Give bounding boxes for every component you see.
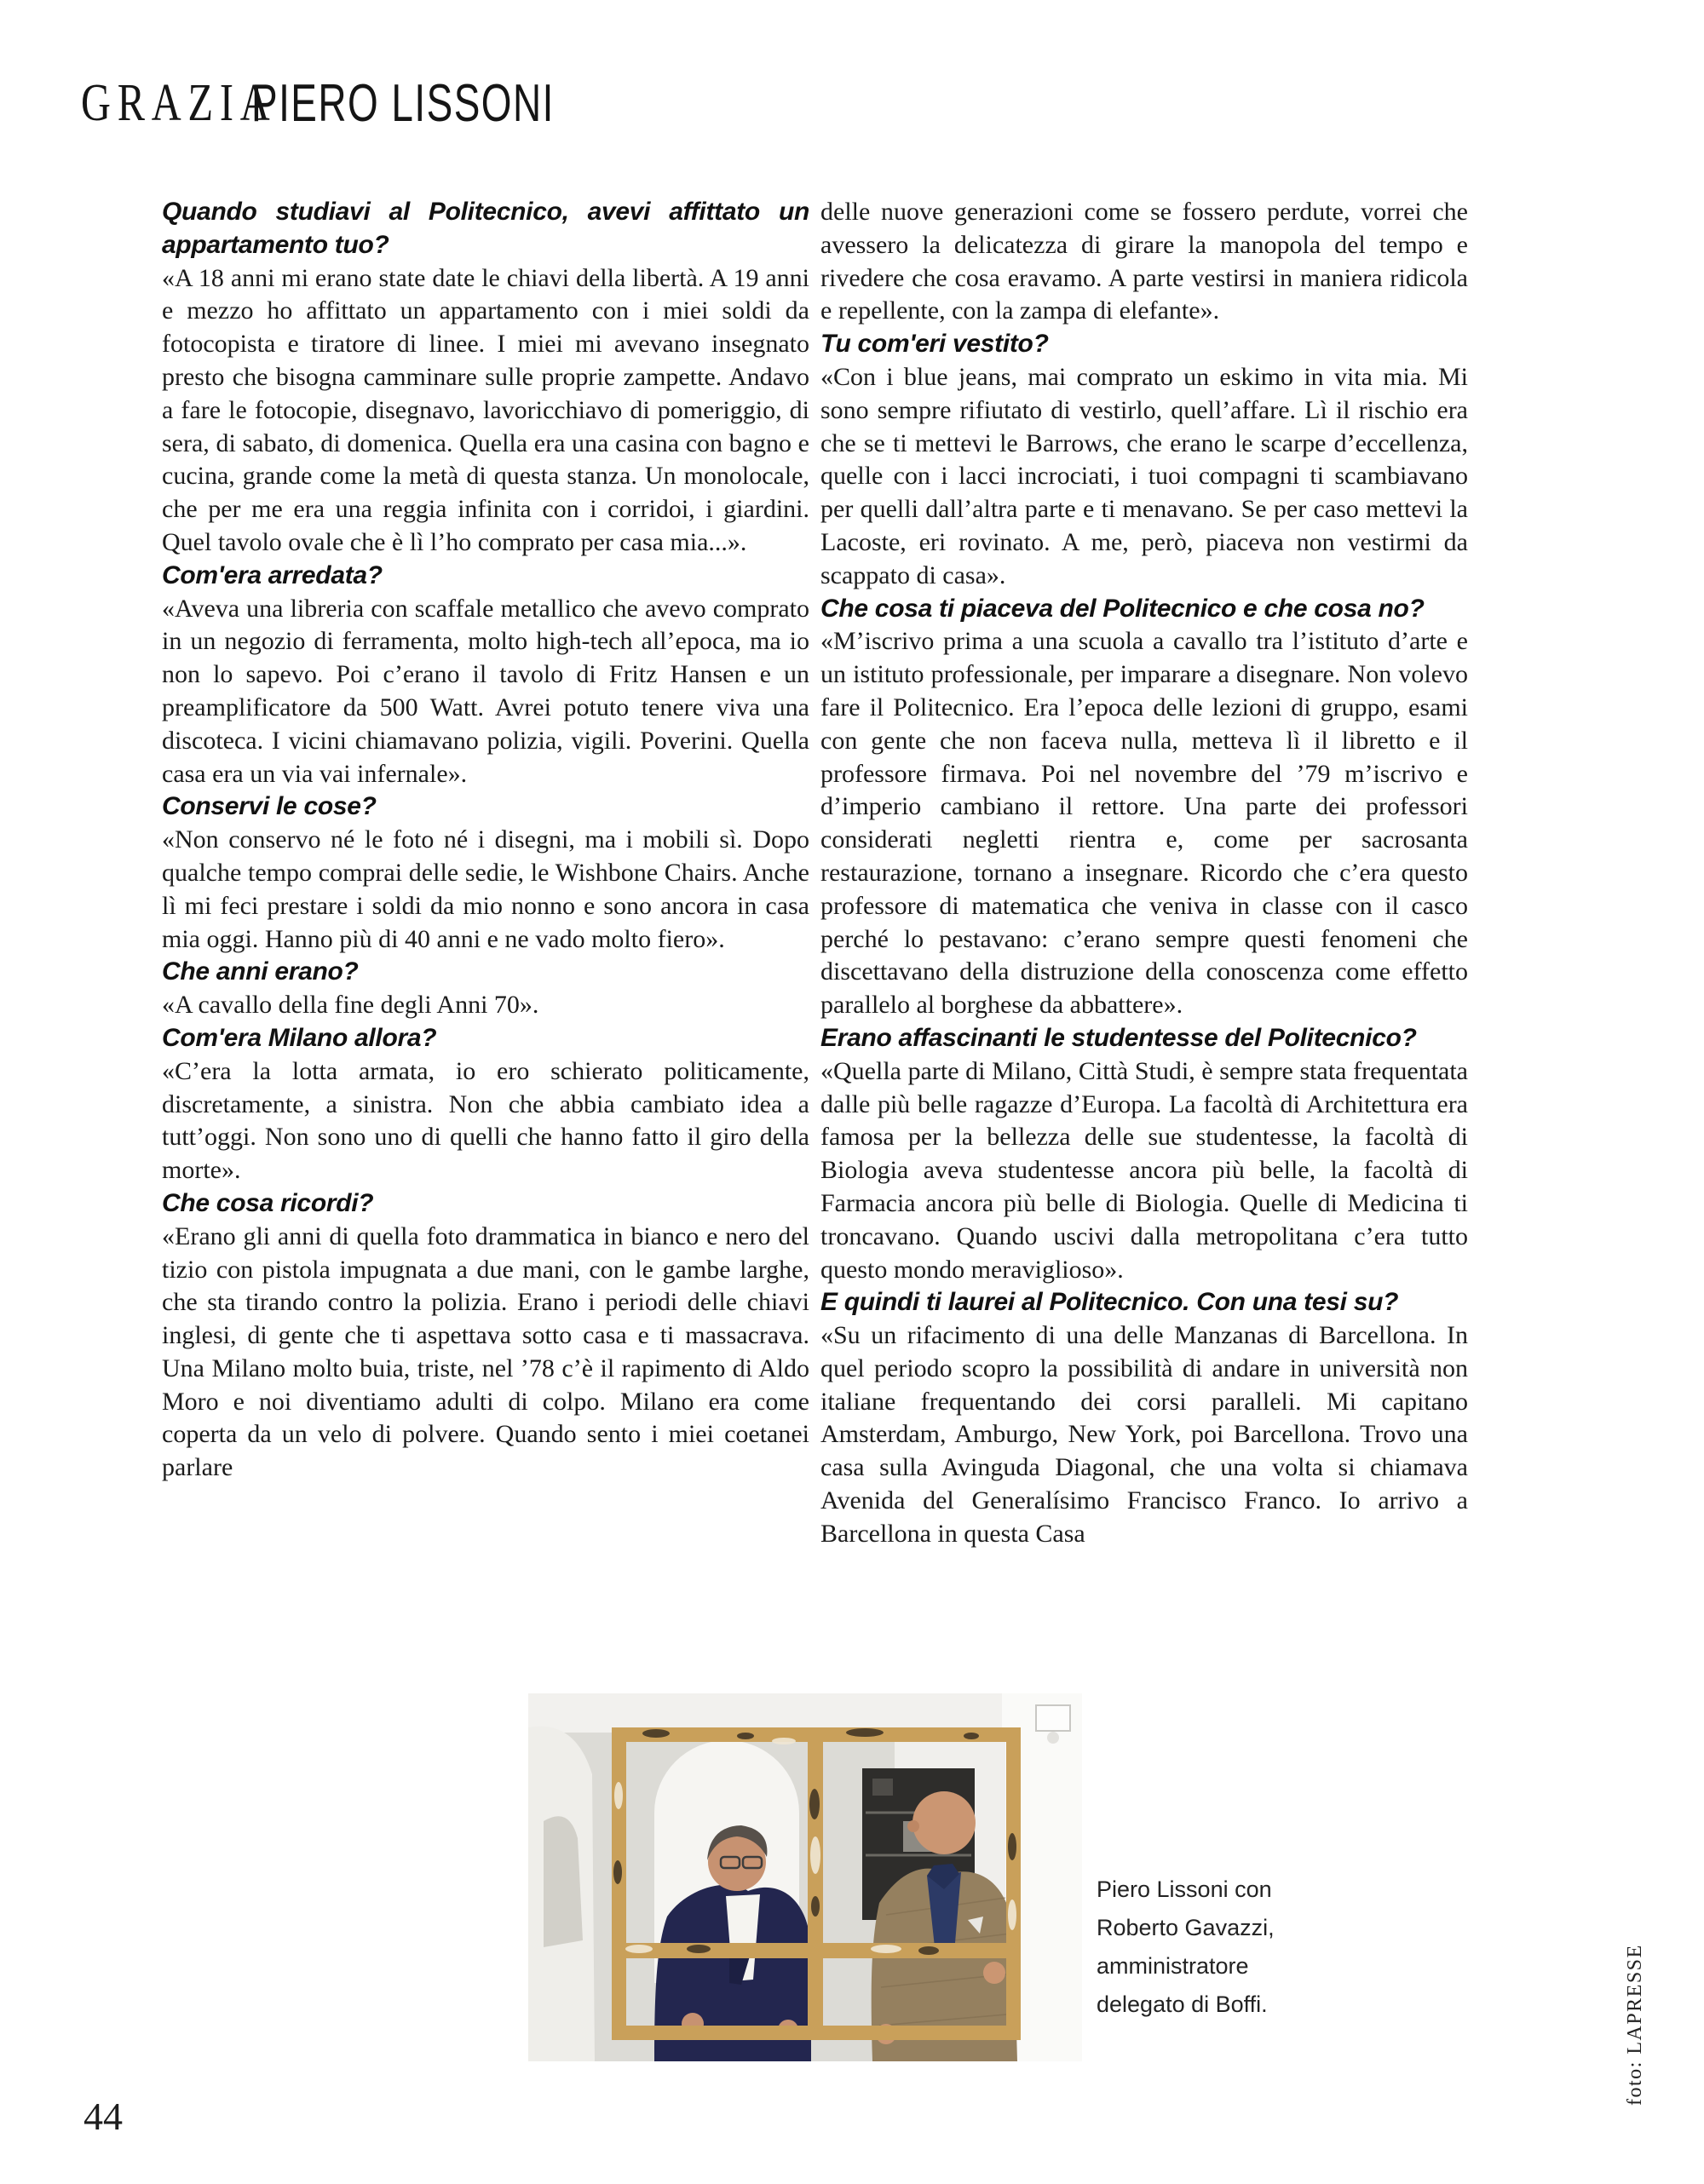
interview-question: Erano affascinanti le studentesse del Politecnico?: [820, 1023, 1417, 1052]
interview-answer: «Non conservo né le foto né i disegni, ma i mobili sì. Dopo qualche tempo comprai delle sedie, le Wishbone Chairs. Anche lì mi feci prestare i soldi da mio nonno e sono ancora in casa mia oggi. Hanno più di 40 anni e ne vado molto fiero».: [162, 825, 809, 953]
interview-answer: «Su un rifacimento di una delle Manzanas di Barcellona. In quel periodo scopro la possibilità di andare in università non italiane frequentando dei corsi paralleli. Mi capitano Amsterdam, Amburgo, New York, poi Barcellona. Trovo una casa sulla Avinguda Diagonal, che una volta si chiamava Avenida del Generalísimo Francisco Franco. Io arrivo a Barcellona in questa Casa: [820, 1321, 1468, 1548]
magazine-logo: GRAZIA: [81, 74, 277, 132]
interview-question: Conservi le cose?: [162, 792, 377, 821]
interview-column-left: [162, 196, 809, 1485]
interview-answer: delle nuove generazioni come se fossero perdute, vorrei che avessero la delicatezza di girare la manopola del tempo e rivedere che cosa eravamo. A parte vestirsi in maniera ridicola e repellente, con la zampa di elefante».: [820, 198, 1468, 325]
photo-illustration: [528, 1693, 1082, 2061]
photo-credit: foto: LAPRESSE: [1624, 1944, 1646, 2106]
interview-question: E quindi ti laurei al Politecnico. Con una tesi su?: [820, 1288, 1399, 1317]
interview-question: Che anni erano?: [162, 957, 359, 986]
interview-answer: «Aveva una libreria con scaffale metallico che avevo comprato in un negozio di ferramenta, molto high-tech all’epoca, ma io non lo sapevo. Poi c’erano il tavolo di Fritz Hansen e un preamplificatore da 500 Watt. Avrei potuto tenere viva una discoteca. I vicini chiamavano polizia, vigili. Poverini. Quella casa era un via vai infernale».: [162, 594, 809, 788]
interview-question: Che cosa ricordi?: [162, 1188, 374, 1217]
photo-piero-lissoni-roberto-gavazzi: [528, 1693, 1082, 2061]
ceiling-light: [1036, 1705, 1070, 1731]
page-header: [81, 73, 555, 134]
photo-caption: Piero Lissoni con Roberto Gavazzi, amministratore delegato di Boffi.: [1097, 1877, 1275, 2017]
interview-answer: «Erano gli anni di quella foto drammatica in bianco e nero del tizio con pistola impugnata a due mani, con le gambe larghe, che sta tirando contro la polizia. Erano i periodi delle chiavi inglesi, di gente che ti aspettava sotto casa e ti massacrava. Una Milano molto buia, triste, nel ’78 c’è il rapimento di Aldo Moro e noi diventiamo adulti di colpo. Milano era come coperta da un velo di polvere. Quando sento i miei coetanei parlare: [162, 1221, 809, 1482]
interview-answer: «A cavallo della fine degli Anni 70».: [162, 991, 539, 1020]
interview-answer: «M’iscrivo prima a una scuola a cavallo tra l’istituto d’arte e un istituto professionale, per imparare a disegnare. Non volevo fare il Politecnico. Era l’epoca delle lezioni di gruppo, esami con gente che non faceva nulla, metteva lì il libretto e il professore firmava. Poi nel novembre del ’79 m’iscrivo e d’imperio cambiano il rettore. Una parte dei professori considerati negletti rientra e, come per sacrosanta restaurazione, tornano a insegnare. Ricordo che c’era questo professore di matematica che veniva in classe con il casco perché lo pestavano: c’erano sempre questi fenomeni che discettavano della distruzione della conoscenza come effetto parallelo al borghese da abbattere».: [820, 627, 1468, 1020]
interview-question: Quando studiavi al Politecnico, avevi affittato un appartamento tuo?: [162, 198, 809, 259]
interview-question: Com'era arredata?: [162, 560, 383, 589]
interview-answer: «Con i blue jeans, mai comprato un eskimo in vita mia. Mi sono sempre rifiutato di vestirlo, quell’affare. Lì il rischio era che se ti mettevi le Barrows, che erano le scarpe d’eccellenza, quelle con i lacci incrociati, i tuoi compagni ti scambiavano per quelli dall’altra parte e ti menavano. Se per caso mettevi la Lacoste, eri rovinato. A me, però, piaceva non vestirmi da scappato di casa».: [820, 362, 1468, 589]
interview-question: Tu com'eri vestito?: [820, 330, 1049, 359]
interview-question: Com'era Milano allora?: [162, 1023, 437, 1052]
interview-answer: «Quella parte di Milano, Città Studi, è sempre stata frequentata dalle più belle ragazze d’Europa. La facoltà di Architettura era famosa per la bellezza delle sue studentesse, la facoltà di Biologia aveva studentesse ancora più belle, la facoltà di Farmacia ancora più belle di Biologia. Quelle di Medicina ti troncavano. Quando uscivi dalla metropolitana c’era tutto questo mondo meraviglioso».: [820, 1056, 1468, 1284]
interview-answer: «C’era la lotta armata, io ero schierato politicamente, discretamente, a sinistra. Non che abbia cambiato idea a tutt’oggi. Non sono uno di quelli che hanno fatto il giro della morte».: [162, 1056, 809, 1185]
article-subject-title: PIERO LISSONI: [251, 74, 555, 133]
interview-column-right: [820, 196, 1468, 1551]
interview-answer: «A 18 anni mi erano state date le chiavi della libertà. A 19 anni e mezzo ho affittato un appartamento con i miei soldi da fotocopista e tiratore di linee. I miei mi avevano insegnato presto che bisogna camminare sulle proprie zampette. Andavo a fare le fotocopie, disegnavo, lavoricchiavo di pomeriggio, di sera, di sabato, di domenica. Quella era una casina con bagno e cucina, grande come la metà di questa stanza. Un monolocale, che per me era una reggia infinita con i corridoi, i giardini. Quel tavolo ovale che è lì l’ho comprato per casa mia...».: [162, 263, 809, 556]
page-number: 44: [83, 2095, 123, 2138]
interview-question: Che cosa ti piaceva del Politecnico e che cosa no?: [820, 594, 1425, 623]
